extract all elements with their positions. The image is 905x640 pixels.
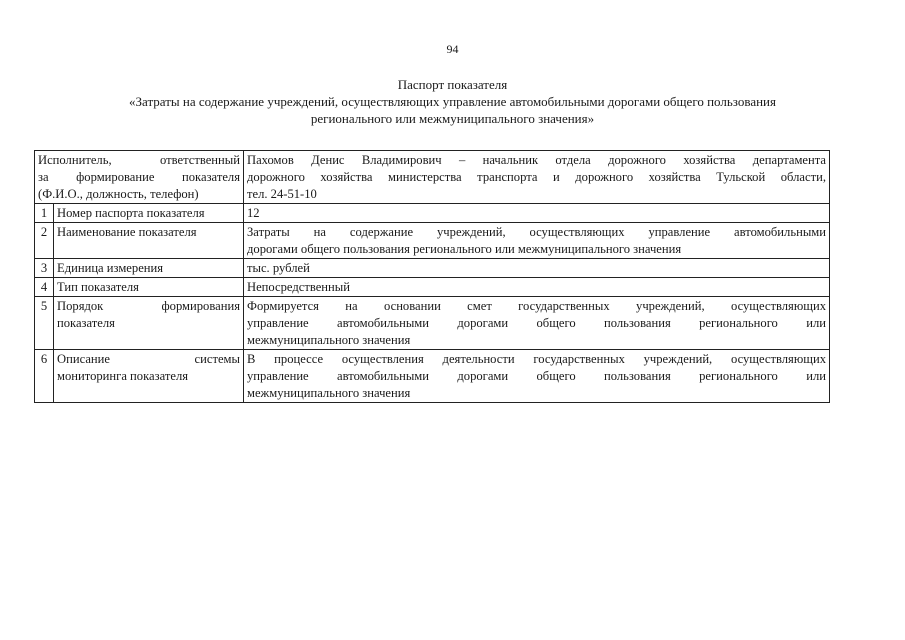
indicator-passport-table xyxy=(34,150,830,403)
executor-label-line-1: Исполнитель, ответственный xyxy=(38,153,240,167)
page-number: 94 xyxy=(446,42,459,56)
executor-label-cell xyxy=(35,151,244,204)
row-value-line-2: управление автомобильными дорогами общего пользования регионального или xyxy=(247,316,826,330)
table-row-executor xyxy=(35,151,830,204)
indicator-name-line-1: «Затраты на содержание учреждений, осуществляющих управление автомобильными дорогами общего пользования xyxy=(129,94,776,109)
table-row xyxy=(35,278,830,297)
executor-value-line-3: тел. 24-51-10 xyxy=(247,187,317,201)
executor-value-cell xyxy=(244,151,830,204)
executor-label-line-2: за формирование показателя xyxy=(38,170,240,184)
table-row xyxy=(35,223,830,259)
row-label xyxy=(54,350,244,403)
row-value: 12 xyxy=(244,204,830,223)
row-value xyxy=(244,350,830,403)
row-number: 2 xyxy=(35,223,54,259)
row-value-line-3: межмуниципального значения xyxy=(247,333,411,347)
row-number: 5 xyxy=(35,297,54,350)
row-label-line-2: мониторинга показателя xyxy=(57,369,189,383)
document-heading xyxy=(40,76,865,127)
row-value xyxy=(244,223,830,259)
row-number: 1 xyxy=(35,204,54,223)
row-value-line-2: дорогами общего пользования регионального или межмуниципального значения xyxy=(247,242,682,256)
executor-label-line-3: (Ф.И.О., должность, телефон) xyxy=(38,187,199,201)
passport-title: Паспорт показателя xyxy=(397,77,508,92)
row-number: 4 xyxy=(35,278,54,297)
row-label: Наименование показателя xyxy=(54,223,244,259)
row-label-line-2: показателя xyxy=(57,316,115,330)
row-value: Непосредственный xyxy=(244,278,830,297)
executor-value-line-2: дорожного хозяйства министерства транспорта и дорожного хозяйства Тульской области, xyxy=(247,170,826,184)
row-value-line-1: Формируется на основании смет государственных учреждений, осуществляющих xyxy=(247,299,826,313)
row-label xyxy=(54,297,244,350)
indicator-name-line-2: регионального или межмуниципального значения» xyxy=(310,111,595,126)
row-label-line-1: Описание системы xyxy=(57,352,240,366)
table-row xyxy=(35,204,830,223)
row-label: Номер паспорта показателя xyxy=(54,204,244,223)
row-number: 6 xyxy=(35,350,54,403)
executor-value-line-1: Пахомов Денис Владимирович – начальник отдела дорожного хозяйства департамента xyxy=(247,153,826,167)
row-value-line-2: управление автомобильными дорогами общего пользования регионального или xyxy=(247,369,826,383)
row-value-line-1: Затраты на содержание учреждений, осуществляющих управление автомобильными xyxy=(247,225,826,239)
row-value xyxy=(244,297,830,350)
table-row xyxy=(35,259,830,278)
row-label-line-1: Порядок формирования xyxy=(57,299,240,313)
row-label: Единица измерения xyxy=(54,259,244,278)
row-value-line-1: В процессе осуществления деятельности государственных учреждений, осуществляющих xyxy=(247,352,826,366)
row-value-line-3: межмуниципального значения xyxy=(247,386,411,400)
row-number: 3 xyxy=(35,259,54,278)
table-row xyxy=(35,297,830,350)
row-label: Тип показателя xyxy=(54,278,244,297)
row-value: тыс. рублей xyxy=(244,259,830,278)
table-row xyxy=(35,350,830,403)
